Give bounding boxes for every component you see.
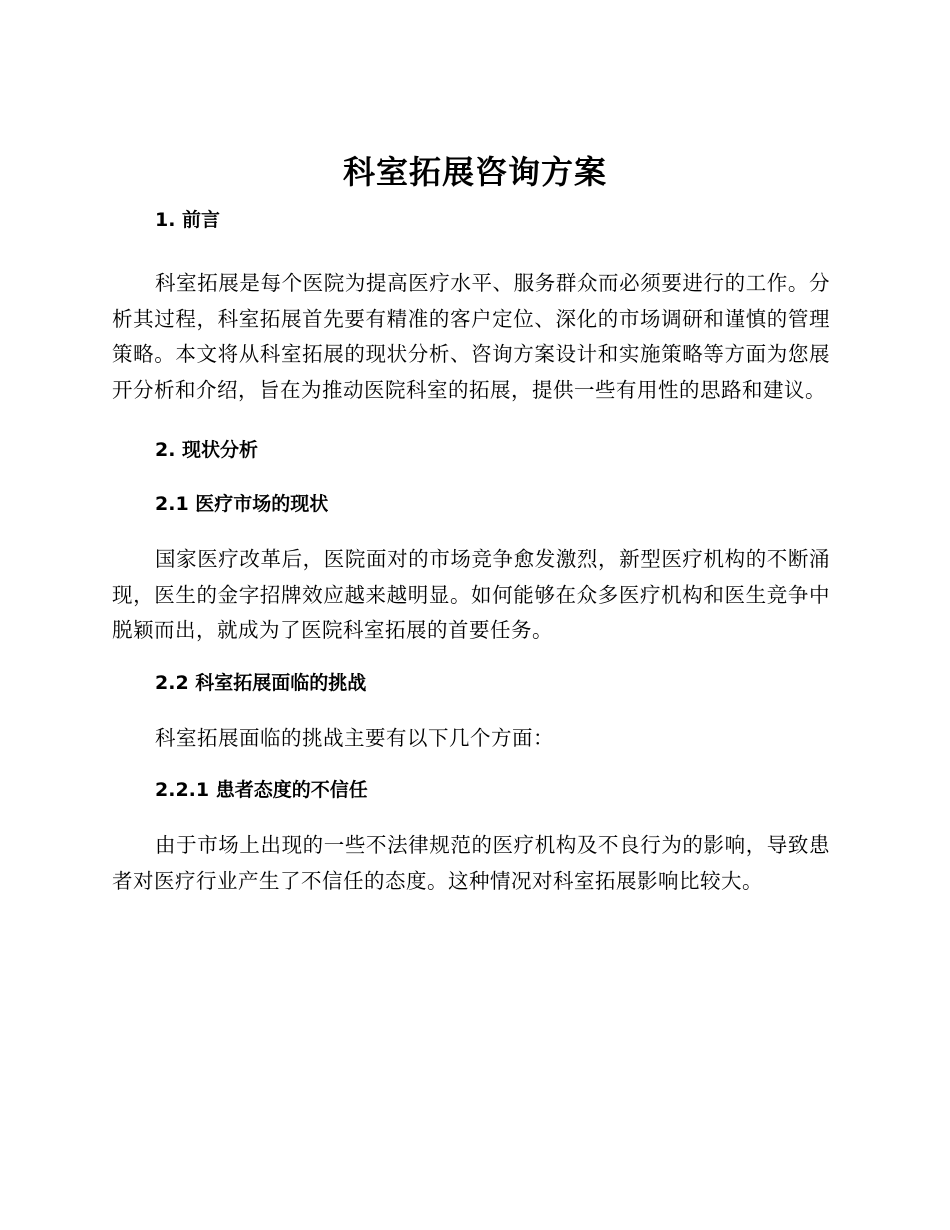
document-title: 科室拓展咨询方案 [342,153,607,191]
paragraph-market-status: 国家医疗改革后，医院面对的市场竞争愈发激烈，新型医疗机构的不断涌现，医生的金字招牌效应越来越明显。如何能够在众多医疗机构和医生竞争中脱颖而出，就成为了医院科室拓展的首要任务。 [112,547,830,642]
paragraph-patient-distrust: 由于市场上出现的一些不法律规范的医疗机构及不良行为的影响，导致患者对医疗行业产生了不信任的态度。这种情况对科室拓展影响比较大。 [112,833,830,893]
paragraph-preface: 科室拓展是每个医院为提高医疗水平、服务群众而必须要进行的工作。分析其过程，科室拓展首先要有精准的客户定位、深化的市场调研和谨慎的管理策略。本文将从科室拓展的现状分析、咨询方案设计和实施策略等方面为您展开分析和介绍，旨在为推动医院科室的拓展，提供一些有用性的思路和建议。 [112,271,830,402]
paragraph-challenges-intro: 科室拓展面临的挑战主要有以下几个方面： [155,725,554,750]
section-heading-1: 1. 前言 [155,209,221,231]
document-body [112,200,830,899]
section-heading-2-2-1: 2.2.1 患者态度的不信任 [155,779,368,801]
section-heading-2: 2. 现状分析 [155,439,259,461]
section-heading-2-2: 2.2 科室拓展面临的挑战 [155,671,367,694]
section-heading-2-1: 2.1 医疗市场的现状 [155,493,329,515]
